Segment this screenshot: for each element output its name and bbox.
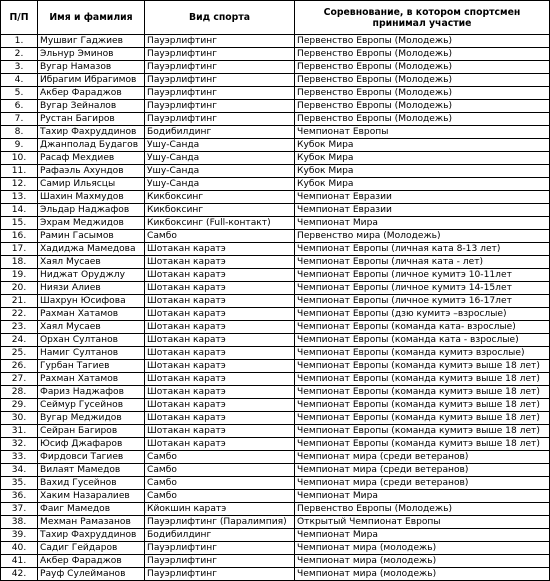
cell-name: Рахман Хатамов xyxy=(38,308,145,321)
table-row xyxy=(1,334,550,347)
cell-name: Самир Ильясцы xyxy=(38,178,145,191)
cell-competition: Чемпионат мира (среди ветеранов) xyxy=(295,451,550,464)
cell-competition: Первенство Европы (Молодежь) xyxy=(295,48,550,61)
table-row xyxy=(1,74,550,87)
cell-sport: Пауэрлифтинг xyxy=(145,113,295,126)
cell-number: 41. xyxy=(1,555,38,568)
cell-name: Рафаэль Ахундов xyxy=(38,165,145,178)
cell-competition: Первенство Европы (Молодежь) xyxy=(295,74,550,87)
cell-competition: Первенство Европы (Молодежь) xyxy=(295,61,550,74)
cell-number: 34. xyxy=(1,464,38,477)
cell-competition: Кубок Мира xyxy=(295,152,550,165)
cell-sport: Шотакан каратэ xyxy=(145,269,295,282)
cell-number: 29. xyxy=(1,399,38,412)
cell-number: 40. xyxy=(1,542,38,555)
cell-name: Рустан Багиров xyxy=(38,113,145,126)
cell-competition: Чемпионат мира (молодежь) xyxy=(295,568,550,581)
cell-competition: Первенство мира (Молодежь) xyxy=(295,230,550,243)
cell-name: Расаф Мехдиев xyxy=(38,152,145,165)
cell-name: Вилаят Мамедов xyxy=(38,464,145,477)
cell-competition: Первенство Европы (Молодежь) xyxy=(295,100,550,113)
cell-number: 23. xyxy=(1,321,38,334)
cell-number: 19. xyxy=(1,269,38,282)
cell-sport: Шотакан каратэ xyxy=(145,412,295,425)
cell-sport: Пауэрлифтинг xyxy=(145,568,295,581)
table-row xyxy=(1,87,550,100)
cell-name: Ибрагим Ибрагимов xyxy=(38,74,145,87)
cell-number: 7. xyxy=(1,113,38,126)
cell-name: Сеймур Гусейнов xyxy=(38,399,145,412)
cell-competition: Чемпионат мира (молодежь) xyxy=(295,542,550,555)
cell-competition: Чемпионат мира (молодежь) xyxy=(295,555,550,568)
cell-number: 35. xyxy=(1,477,38,490)
cell-name: Сейран Багиров xyxy=(38,425,145,438)
cell-number: 21. xyxy=(1,295,38,308)
cell-sport: Шотакан каратэ xyxy=(145,425,295,438)
cell-number: 28. xyxy=(1,386,38,399)
table-row xyxy=(1,152,550,165)
table-row xyxy=(1,451,550,464)
cell-competition: Первенство Европы (Молодежь) xyxy=(295,87,550,100)
cell-sport: Шотакан каратэ xyxy=(145,256,295,269)
cell-name: Ниджат Оруджлу xyxy=(38,269,145,282)
cell-sport: Самбо xyxy=(145,490,295,503)
cell-name: Юсиф Джафаров xyxy=(38,438,145,451)
cell-sport: Шотакан каратэ xyxy=(145,347,295,360)
cell-competition: Чемпионат мира (среди ветеранов) xyxy=(295,464,550,477)
table-row xyxy=(1,347,550,360)
cell-name: Рауф Сулейманов xyxy=(38,568,145,581)
cell-competition: Чемпионат Евразии xyxy=(295,204,550,217)
cell-number: 33. xyxy=(1,451,38,464)
table-body xyxy=(1,35,550,581)
table-row xyxy=(1,477,550,490)
cell-competition: Первенство Европы (Молодежь) xyxy=(295,503,550,516)
cell-number: 9. xyxy=(1,139,38,152)
cell-sport: Кикбоксинг xyxy=(145,204,295,217)
cell-name: Акбер Фараджов xyxy=(38,87,145,100)
cell-number: 32. xyxy=(1,438,38,451)
cell-sport: Ушу-Санда xyxy=(145,165,295,178)
table-row xyxy=(1,542,550,555)
cell-sport: Ушу-Санда xyxy=(145,152,295,165)
cell-name: Вугар Зейналов xyxy=(38,100,145,113)
header-name: Имя и фамилия xyxy=(38,1,145,35)
cell-name: Намиг Султанов xyxy=(38,347,145,360)
cell-number: 15. xyxy=(1,217,38,230)
cell-name: Хадиджа Мамедова xyxy=(38,243,145,256)
cell-number: 18. xyxy=(1,256,38,269)
cell-competition: Чемпионат Европы (команда кумитэ выше 18 лет) xyxy=(295,360,550,373)
cell-sport: Самбо xyxy=(145,464,295,477)
table-row xyxy=(1,178,550,191)
cell-sport: Пауэрлифтинг xyxy=(145,555,295,568)
cell-sport: Кикбоксинг xyxy=(145,191,295,204)
table-row xyxy=(1,282,550,295)
header-competition: Соревнование, в котором спортсмен принимал участие xyxy=(295,1,550,35)
cell-competition: Чемпионат Евразии xyxy=(295,191,550,204)
cell-sport: Шотакан каратэ xyxy=(145,386,295,399)
cell-sport: Кйокшин каратэ xyxy=(145,503,295,516)
cell-competition: Чемпионат Европы (личная ката 8-13 лет) xyxy=(295,243,550,256)
cell-name: Рахман Хатамов xyxy=(38,373,145,386)
cell-name: Шахин Махмудов xyxy=(38,191,145,204)
table-row xyxy=(1,61,550,74)
cell-number: 39. xyxy=(1,529,38,542)
cell-sport: Ушу-Санда xyxy=(145,178,295,191)
cell-number: 1. xyxy=(1,35,38,48)
table-row xyxy=(1,217,550,230)
cell-number: 17. xyxy=(1,243,38,256)
table-row xyxy=(1,568,550,581)
cell-number: 30. xyxy=(1,412,38,425)
table-row xyxy=(1,204,550,217)
cell-number: 42. xyxy=(1,568,38,581)
cell-number: 37. xyxy=(1,503,38,516)
table-row xyxy=(1,113,550,126)
cell-name: Мехман Рамазанов xyxy=(38,516,145,529)
cell-name: Тахир Фахруддинов xyxy=(38,529,145,542)
cell-number: 36. xyxy=(1,490,38,503)
cell-number: 31. xyxy=(1,425,38,438)
cell-competition: Чемпионат Европы (личное кумитэ 10-11лет xyxy=(295,269,550,282)
table-row xyxy=(1,269,550,282)
table-row xyxy=(1,295,550,308)
cell-sport: Самбо xyxy=(145,451,295,464)
cell-number: 5. xyxy=(1,87,38,100)
cell-number: 2. xyxy=(1,48,38,61)
cell-competition: Чемпионат Европы xyxy=(295,126,550,139)
table-row xyxy=(1,256,550,269)
cell-name: Вахид Гусейнов xyxy=(38,477,145,490)
table-row xyxy=(1,126,550,139)
table-row xyxy=(1,425,550,438)
table-row xyxy=(1,243,550,256)
cell-name: Эльнур Эминов xyxy=(38,48,145,61)
cell-sport: Пауэрлифтинг xyxy=(145,87,295,100)
cell-name: Рамин Гасымов xyxy=(38,230,145,243)
cell-number: 16. xyxy=(1,230,38,243)
cell-sport: Пауэрлифтинг xyxy=(145,35,295,48)
cell-competition: Чемпионат Европы (команда кумитэ выше 18 лет) xyxy=(295,425,550,438)
table-row xyxy=(1,48,550,61)
table-row xyxy=(1,373,550,386)
cell-sport: Пауэрлифтинг xyxy=(145,61,295,74)
cell-competition: Открытый Чемпионат Европы xyxy=(295,516,550,529)
cell-sport: Шотакан каратэ xyxy=(145,360,295,373)
table-row xyxy=(1,230,550,243)
cell-sport: Самбо xyxy=(145,230,295,243)
cell-competition: Кубок Мира xyxy=(295,139,550,152)
table-row xyxy=(1,165,550,178)
cell-number: 4. xyxy=(1,74,38,87)
cell-competition: Чемпионат Европы (личная ката - лет) xyxy=(295,256,550,269)
cell-number: 3. xyxy=(1,61,38,74)
table-row xyxy=(1,321,550,334)
cell-name: Шахрун Юсифова xyxy=(38,295,145,308)
cell-name: Орхан Султанов xyxy=(38,334,145,347)
table-row xyxy=(1,35,550,48)
cell-sport: Пауэрлифтинг xyxy=(145,48,295,61)
cell-competition: Чемпионат Европы (команда кумитэ выше 18 лет) xyxy=(295,438,550,451)
cell-sport: Кикбоксинг (Full-контакт) xyxy=(145,217,295,230)
cell-name: Тахир Фахруддинов xyxy=(38,126,145,139)
table-row xyxy=(1,438,550,451)
cell-sport: Пауэрлифтинг xyxy=(145,100,295,113)
cell-sport: Пауэрлифтинг xyxy=(145,74,295,87)
cell-number: 12. xyxy=(1,178,38,191)
cell-competition: Первенство Европы (Молодежь) xyxy=(295,113,550,126)
cell-competition: Чемпионат Европы (дзю кумитэ –взрослые) xyxy=(295,308,550,321)
table-row xyxy=(1,516,550,529)
table-row xyxy=(1,399,550,412)
cell-sport: Шотакан каратэ xyxy=(145,282,295,295)
table-header-row xyxy=(1,1,550,35)
cell-number: 20. xyxy=(1,282,38,295)
cell-name: Эльдар Наджафов xyxy=(38,204,145,217)
table-row xyxy=(1,412,550,425)
cell-competition: Чемпионат мира (среди ветеранов) xyxy=(295,477,550,490)
cell-name: Хаял Мусаев xyxy=(38,321,145,334)
cell-name: Ниязи Алиев xyxy=(38,282,145,295)
cell-name: Эхрам Меджидов xyxy=(38,217,145,230)
cell-name: Садиг Гейдаров xyxy=(38,542,145,555)
cell-competition: Чемпионат Европы (команда кумитэ выше 18 лет) xyxy=(295,412,550,425)
cell-name: Фирдовси Тагиев xyxy=(38,451,145,464)
cell-competition: Чемпионат Мира xyxy=(295,529,550,542)
cell-number: 10. xyxy=(1,152,38,165)
cell-competition: Кубок Мира xyxy=(295,165,550,178)
cell-name: Мушвиг Гаджиев xyxy=(38,35,145,48)
cell-competition: Чемпионат Европы (личное кумитэ 14-15лет xyxy=(295,282,550,295)
cell-number: 22. xyxy=(1,308,38,321)
cell-number: 38. xyxy=(1,516,38,529)
cell-name: Акбер Фараджов xyxy=(38,555,145,568)
cell-sport: Шотакан каратэ xyxy=(145,334,295,347)
table-row xyxy=(1,490,550,503)
cell-sport: Пауэрлифтинг (Паралимпия) xyxy=(145,516,295,529)
table-row xyxy=(1,191,550,204)
header-number: П/П xyxy=(1,1,38,35)
cell-sport: Шотакан каратэ xyxy=(145,295,295,308)
cell-competition: Чемпионат Европы (личное кумитэ 16-17лет xyxy=(295,295,550,308)
cell-name: Хаял Мусаев xyxy=(38,256,145,269)
cell-name: Фариз Наджафов xyxy=(38,386,145,399)
cell-sport: Пауэрлифтинг xyxy=(145,542,295,555)
cell-sport: Шотакан каратэ xyxy=(145,321,295,334)
cell-sport: Самбо xyxy=(145,477,295,490)
table-row xyxy=(1,360,550,373)
cell-competition: Чемпионат Европы (команда кумитэ выше 18 лет) xyxy=(295,386,550,399)
cell-name: Фаиг Мамедов xyxy=(38,503,145,516)
cell-name: Джанполад Будагов xyxy=(38,139,145,152)
cell-number: 25. xyxy=(1,347,38,360)
cell-competition: Чемпионат Европы (команда кумитэ выше 18 лет) xyxy=(295,373,550,386)
table-row xyxy=(1,308,550,321)
cell-sport: Шотакан каратэ xyxy=(145,308,295,321)
table-row xyxy=(1,503,550,516)
cell-competition: Чемпионат Европы (команда кумитэ взрослые) xyxy=(295,347,550,360)
cell-sport: Бодибилдинг xyxy=(145,529,295,542)
cell-competition: Первенство Европы (Молодежь) xyxy=(295,35,550,48)
cell-competition: Чемпионат Европы (команда ката - взрослые) xyxy=(295,334,550,347)
cell-number: 24. xyxy=(1,334,38,347)
table-row xyxy=(1,464,550,477)
cell-number: 6. xyxy=(1,100,38,113)
cell-sport: Шотакан каратэ xyxy=(145,438,295,451)
table-row xyxy=(1,100,550,113)
table-row xyxy=(1,386,550,399)
cell-name: Гурбан Тагиев xyxy=(38,360,145,373)
table-row xyxy=(1,139,550,152)
cell-sport: Шотакан каратэ xyxy=(145,243,295,256)
cell-number: 11. xyxy=(1,165,38,178)
cell-number: 8. xyxy=(1,126,38,139)
cell-sport: Бодибилдинг xyxy=(145,126,295,139)
cell-sport: Ушу-Санда xyxy=(145,139,295,152)
cell-number: 26. xyxy=(1,360,38,373)
cell-sport: Шотакан каратэ xyxy=(145,399,295,412)
cell-name: Вугар Меджидов xyxy=(38,412,145,425)
cell-number: 13. xyxy=(1,191,38,204)
cell-name: Вугар Намазов xyxy=(38,61,145,74)
cell-competition: Кубок Мира xyxy=(295,178,550,191)
cell-name: Хаким Назаралиев xyxy=(38,490,145,503)
cell-competition: Чемпионат Европы (команда кумитэ выше 18 лет) xyxy=(295,399,550,412)
header-sport: Вид спорта xyxy=(145,1,295,35)
table-row xyxy=(1,529,550,542)
cell-competition: Чемпионат Мира xyxy=(295,217,550,230)
table-row xyxy=(1,555,550,568)
cell-number: 14. xyxy=(1,204,38,217)
cell-number: 27. xyxy=(1,373,38,386)
cell-sport: Шотакан каратэ xyxy=(145,373,295,386)
cell-competition: Чемпионат Европы (команда ката- взрослые) xyxy=(295,321,550,334)
cell-competition: Чемпионат Мира xyxy=(295,490,550,503)
